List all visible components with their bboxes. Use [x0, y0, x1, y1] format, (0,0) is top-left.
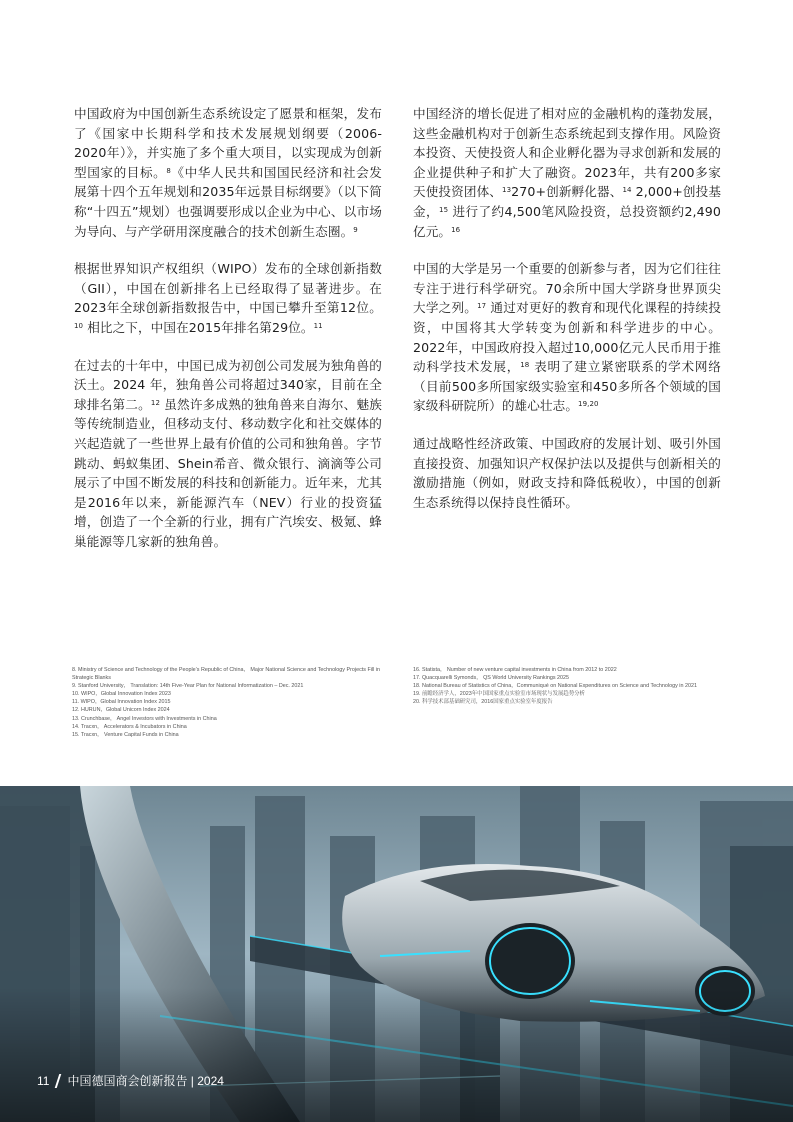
right-column: [413, 104, 721, 530]
footnote: 16. Statista， Number of new venture capital investments in China from 2012 to 2022: [413, 667, 617, 673]
footnotes-left: [72, 666, 402, 739]
footnote: 19. 前瞻经济学人，2023年中国国家重点实验室市场现状与发展趋势分析: [413, 691, 585, 698]
paragraph-unicorns: 在过去的十年中，中国已成为初创公司发展为独角兽的沃土。2024 年，独角兽公司将超过340家，目前在全球排名第二。$^{12}$ 虽然许多成熟的独角兽来自海尔、魅族等传统制造业，但移动支付、移动数字化和社交媒体的兴起造就了一些世界上最有价值的公司和独角兽。字节跳动、蚂蚁集团、Shein希音、微众银行、滴滴等公司展示了中国不断发展的科技和创新能力。近年来，尤其是2016年以来，新能源汽车（NEV）行业的投资猛增，创造了一个全新的行业，拥有广汽埃安、极氪、蜂巢能源等几家新的独角兽。: [74, 357, 382, 549]
footnote-ref[interactable]: 9: [353, 225, 358, 234]
footnote-ref[interactable]: 11: [313, 321, 323, 330]
footnote-ref[interactable]: 18: [520, 361, 530, 370]
footnote: 15. Tracxn， Venture Capital Funds in China: [72, 731, 179, 738]
paragraph-virtuous-cycle: 通过战略性经济政策、中国政府的发展计划、吸引外国直接投资、加强知识产权保护法以及提供与创新相关的激励措施（例如，财政支持和降低税收），中国的创新生态系统得以保持良性循环。: [413, 435, 721, 510]
footnote: 13. Crunchbase， Angel Investors with Investments in China: [72, 715, 217, 722]
footnote: 17. Quacquarelli Symonds， QS World University Rankings 2025: [413, 675, 569, 682]
footnote: 14. Tracxn， Accelerators & Incubators in China: [72, 723, 187, 730]
paragraph-government-vision: 中国政府为中国创新生态系统设定了愿景和框架，发布了《国家中长期科学和技术发展规划纲要（2006-2020年）》，并实施了多个重大项目，以实现成为创新型国家的目标。$^8$《中华人民共和国国民经济和社会发展第十四个五年规划和2035年远景目标纲要》（以下简称“十四五”规划）也强调要形成以企业为中心、以市场为导向、与产学研用深度融合的技术创新生态圈。$^9$: [74, 106, 383, 239]
footnotes-right: [413, 666, 773, 706]
footnote-ref[interactable]: 16: [451, 225, 461, 234]
left-column: [74, 104, 382, 569]
footnote: 18. National Bureau of Statistics of China，Communiqué on National Expenditures on Science and Technology in 2021: [413, 683, 697, 690]
footnote: 9. Stanford University， Translation: 14th Five-Year Plan for National Informatization – Dec. 2021: [72, 683, 304, 690]
footnote-ref[interactable]: 14: [622, 186, 632, 195]
footnote-ref[interactable]: 13: [502, 186, 512, 195]
footnote-ref[interactable]: 10: [74, 321, 84, 330]
footnote: 8. Ministry of Science and Technology of the People’s Republic of China， Major National Science and Technology Projects Fill in Strategic Blanks: [72, 667, 381, 682]
footnote: 11. WIPO，Global Innovation Index 2015: [72, 699, 171, 706]
page-footer: [37, 1072, 224, 1089]
footnote-ref[interactable]: 19,20: [578, 400, 599, 409]
footnote-ref[interactable]: 8: [166, 166, 171, 175]
footnote-ref[interactable]: 17: [477, 302, 487, 311]
footnote-ref[interactable]: 15: [439, 205, 449, 214]
footnote: 12. HURUN，Global Unicorn Index 2024: [72, 707, 170, 714]
footnote-ref[interactable]: 12: [150, 398, 161, 407]
footnote: 10. WIPO，Global Innovation Index 2023: [72, 691, 171, 698]
report-title: 中国德国商会创新报告 | 2024: [67, 1074, 224, 1088]
paragraph-universities: 中国的大学是另一个重要的创新参与者，因为它们往往专注于进行科学研究。70余所中国大学跻身世界顶尖大学之列。$^{17}$ 通过对更好的教育和现代化课程的持续投资，中国将其大学转变为创新和科学进步的中心。2022年，中国政府投入超过10,000亿元人民币用于推动科学技术发展，$^{18}$ 表明了建立紧密联系的学术网络（目前500多所国家级实验室和450多所各个领域的国家级科研院所）的雄心壮志。$^{19,20}$: [413, 261, 722, 414]
footnote: 20. 科学技术部基础研究司，2016国家重点实验室年度报告: [413, 699, 553, 706]
page-number: 11: [37, 1073, 50, 1088]
paragraph-financial-institutions: 中国经济的增长促进了相对应的金融机构的蓬勃发展，这些金融机构对于创新生态系统起到支撑作用。风险资本投资、天使投资人和企业孵化器为寻求创新和发展的企业提供种子和扩大了融资。2023年，共有200多家天使投资团体、$^{13}$270+创新孵化器、$^{14}$ 2,000+创投基金，$^{15}$ 进行了约4,500笔风险投资，总投资额约2,490亿元。$^{16}$: [413, 106, 722, 239]
divider-slash: [55, 1074, 62, 1088]
paragraph-gii-ranking: 根据世界知识产权组织（WIPO）发布的全球创新指数（GII），中国在创新排名上已经取得了显著进步。在2023年全球创新指数报告中，中国已攀升至第12位。$^{10}$ 相比之下，中国在2015年排名第29位。$^{11}$: [74, 261, 382, 335]
